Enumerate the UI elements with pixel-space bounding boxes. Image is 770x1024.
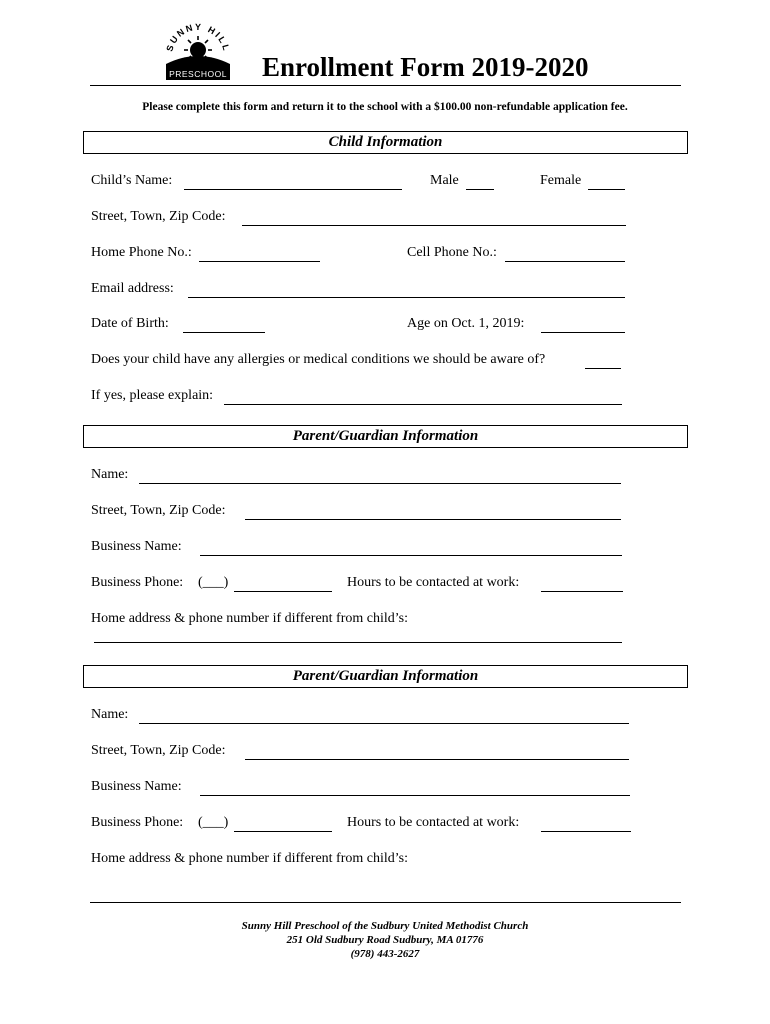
parent1-heading: Parent/Guardian Information [83, 425, 688, 448]
female-label: Female [540, 173, 582, 188]
parent2-hours-label: Hours to be contacted at work: [347, 815, 520, 830]
email-field[interactable] [188, 297, 625, 298]
parent1-business-phone-label: Business Phone: [91, 575, 184, 590]
footer-address: 251 Old Sudbury Road Sudbury, MA 01776 [286, 934, 484, 946]
child-street-label: Street, Town, Zip Code: [91, 209, 226, 224]
male-field[interactable] [466, 189, 494, 190]
home-phone-label: Home Phone No.: [91, 245, 192, 260]
parent2-business-name-field[interactable] [200, 795, 630, 796]
parent2-name-field[interactable] [139, 723, 629, 724]
dob-field[interactable] [183, 332, 265, 333]
parent2-business-phone-field[interactable] [234, 831, 332, 832]
male-label: Male [430, 173, 459, 188]
parent2-business-phone-label: Business Phone: [91, 815, 184, 830]
footer-org-name: Sunny Hill Preschool of the Sudbury United Methodist Church [241, 920, 529, 932]
email-label: Email address: [91, 281, 174, 296]
child-information-heading: Child Information [83, 131, 688, 154]
parent1-home-address-label: Home address & phone number if different from child’s: [91, 611, 408, 626]
school-logo [160, 20, 236, 82]
parent2-name-label: Name: [91, 707, 129, 722]
parent1-hours-field[interactable] [541, 591, 623, 592]
cell-phone-field[interactable] [505, 261, 625, 262]
footer-phone: (978) 443-2627 [350, 948, 420, 960]
parent2-business-name-label: Business Name: [91, 779, 182, 794]
home-phone-field[interactable] [199, 261, 320, 262]
intro-text: Please complete this form and return it to the school with a $100.00 non-refundable application fee. [142, 101, 628, 113]
female-field[interactable] [588, 189, 625, 190]
childs-name-label: Child’s Name: [91, 173, 173, 188]
explain-label: If yes, please explain: [91, 388, 214, 403]
parent1-street-label: Street, Town, Zip Code: [91, 503, 226, 518]
age-label: Age on Oct. 1, 2019: [407, 316, 525, 331]
logo-arc-text: SUNNY HILL [164, 21, 232, 54]
form-title: Enrollment Form 2019-2020 [262, 52, 589, 82]
allergies-question: Does your child have any allergies or medical conditions we should be aware of? [91, 352, 546, 367]
footer [0, 919, 770, 961]
sun-logo-icon [160, 20, 236, 82]
cell-phone-label: Cell Phone No.: [407, 245, 497, 260]
explain-field[interactable] [224, 404, 622, 405]
parent1-street-field[interactable] [245, 519, 621, 520]
parent2-home-address-label: Home address & phone number if different from child’s: [91, 851, 408, 866]
parent2-hours-field[interactable] [541, 831, 631, 832]
parent2-heading: Parent/Guardian Information [83, 665, 688, 688]
parent1-business-name-field[interactable] [200, 555, 622, 556]
parent2-area-code-field[interactable]: (___) [198, 815, 229, 830]
parent1-home-address-field[interactable] [94, 642, 622, 643]
dob-label: Date of Birth: [91, 316, 169, 331]
parent2-street-label: Street, Town, Zip Code: [91, 743, 226, 758]
parent1-business-name-label: Business Name: [91, 539, 182, 554]
age-field[interactable] [541, 332, 625, 333]
childs-name-field[interactable] [184, 189, 402, 190]
child-street-field[interactable] [242, 225, 626, 226]
parent1-name-field[interactable] [139, 483, 621, 484]
parent1-area-code-field[interactable]: (___) [198, 575, 229, 590]
parent1-hours-label: Hours to be contacted at work: [347, 575, 520, 590]
parent2-street-field[interactable] [245, 759, 629, 760]
logo-label: PRESCHOOL [169, 69, 227, 79]
title-rule [90, 85, 681, 86]
parent1-business-phone-field[interactable] [234, 591, 332, 592]
allergies-field[interactable] [585, 368, 621, 369]
footer-rule [90, 902, 681, 903]
parent1-name-label: Name: [91, 467, 129, 482]
